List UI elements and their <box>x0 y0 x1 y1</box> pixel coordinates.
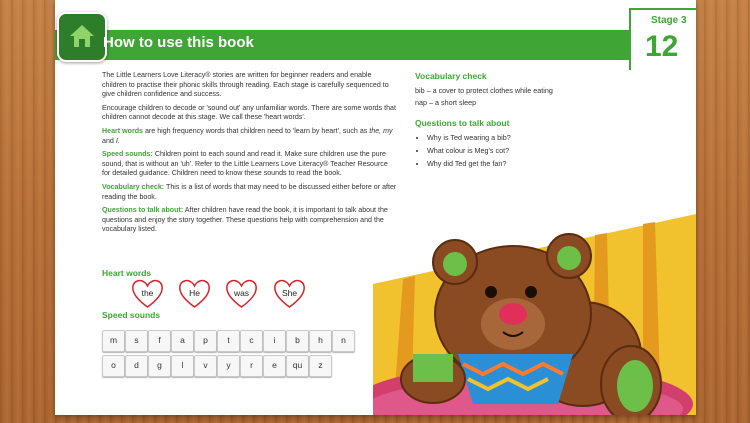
sound-key[interactable]: a <box>171 330 194 352</box>
questions-paragraph <box>102 206 398 235</box>
vocab-desc: This is a list of words that may need to be discussed either before or after reading the book. <box>102 182 397 201</box>
sound-key[interactable]: c <box>240 330 263 352</box>
sound-key[interactable]: z <box>309 355 332 377</box>
sound-key[interactable]: o <box>102 355 125 377</box>
right-column <box>415 71 685 172</box>
question-item: • What colour is Meg's cot? <box>427 146 685 156</box>
sound-key[interactable]: g <box>148 355 171 377</box>
heart-words-heading: Heart words <box>102 268 152 278</box>
sound-key[interactable]: s <box>125 330 148 352</box>
heart-word[interactable] <box>131 278 164 309</box>
heart-word[interactable] <box>273 278 306 309</box>
vocab-heading: Vocabulary check <box>415 71 487 81</box>
stage-label: Stage 3 <box>651 15 687 26</box>
heart-word-text: was <box>233 288 250 298</box>
speed-sounds-heading: Speed sounds <box>102 310 161 320</box>
sound-key[interactable]: b <box>286 330 309 352</box>
heart-words-example: the, my <box>369 126 393 135</box>
heart-words-list <box>131 278 391 312</box>
sound-key[interactable]: t <box>217 330 240 352</box>
sound-key[interactable]: e <box>263 355 286 377</box>
sound-key[interactable]: f <box>148 330 171 352</box>
book-page <box>55 0 696 415</box>
home-icon <box>68 22 96 50</box>
vocab-item: nap – a short sleep <box>415 98 477 107</box>
home-button[interactable] <box>57 12 107 62</box>
heart-word-text: He <box>189 288 200 298</box>
intro-paragraph: The Little Learners Love Literacy® stories are written for beginner readers and enable children to practise their phonic skills through reading. Each stage is carefully sequenced to give children confidence and success. <box>102 71 389 99</box>
heart-word-text: the <box>141 288 154 298</box>
sound-key[interactable]: p <box>194 330 217 352</box>
sound-key[interactable]: r <box>240 355 263 377</box>
sound-key[interactable]: v <box>194 355 217 377</box>
vocab-item: bib – a cover to protect clothes while eating <box>415 86 553 95</box>
vocab-term: Vocabulary check: <box>102 182 165 191</box>
speed-sounds-desc: Children point to each sound and read it. Make sure children use the pure sound, that is without an 'uh'. Refer to the Little Learners Love Literacy® Teacher Resource for detailed guidance. Children need to know these sounds to read the book. <box>102 150 388 178</box>
heart-words-and: and <box>102 136 116 145</box>
sound-key[interactable]: m <box>102 330 125 352</box>
instructions <box>102 71 398 239</box>
sound-key[interactable]: d <box>125 355 148 377</box>
heart-words-term: Heart words <box>102 126 143 135</box>
heart-words-desc: are high frequency words that children need to 'learn by heart', such as <box>143 126 370 135</box>
heart-words-paragraph <box>102 127 398 146</box>
questions-list <box>415 133 685 169</box>
page-number: 12 <box>645 30 679 63</box>
speed-sounds-term: Speed sounds: <box>102 150 153 159</box>
heart-word[interactable] <box>178 278 211 309</box>
heart-word-text: She <box>281 288 298 298</box>
questions-heading: Questions to talk about <box>415 118 510 128</box>
sound-key[interactable]: i <box>263 330 286 352</box>
sound-key[interactable]: h <box>309 330 332 352</box>
heart-words-i: I <box>115 136 118 145</box>
page-title: How to use this book <box>103 34 254 51</box>
questions-term: Questions to talk about: <box>102 206 184 215</box>
heart-word[interactable] <box>225 278 258 309</box>
sound-key[interactable]: n <box>332 330 355 352</box>
decode-paragraph: Encourage children to decode or 'sound out' any unfamiliar words. There are some words that children cannot decode at this stage. We call these 'heart words'. <box>102 103 396 122</box>
question-item: • Why did Ted get the fan? <box>427 159 685 169</box>
teddy-bear-illustration <box>373 204 696 415</box>
question-item: • Why is Ted wearing a bib? <box>427 133 685 143</box>
sound-key[interactable]: l <box>171 355 194 377</box>
vocab-paragraph <box>102 183 398 202</box>
heart-words-end: . <box>117 136 120 145</box>
sound-key[interactable]: y <box>217 355 240 377</box>
speed-sounds-paragraph <box>102 150 398 179</box>
sound-key[interactable]: qu <box>286 355 309 377</box>
questions-desc: After children have read the book, it is important to talk about the questions and enjoy the story together. These questions help with comprehension and the vocabulary listed. <box>102 206 388 234</box>
